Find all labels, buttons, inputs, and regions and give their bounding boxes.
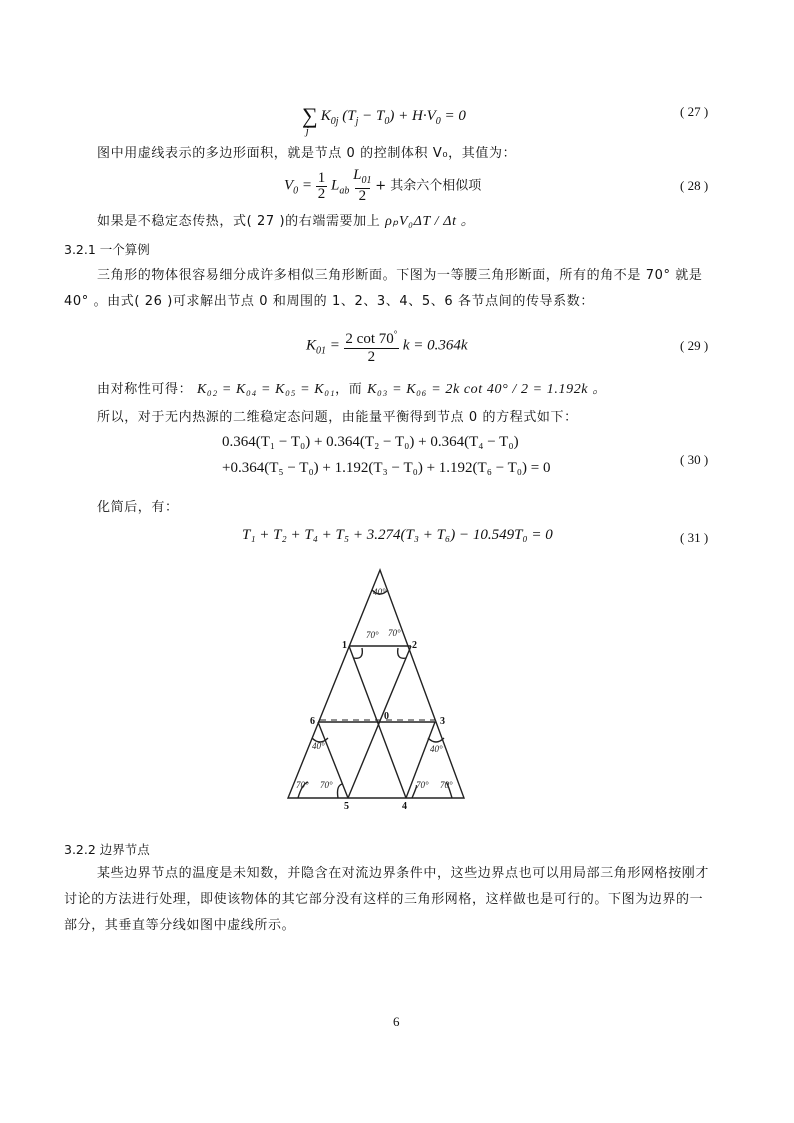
equation-number-31: ( 31 ) [680,530,709,545]
paragraph-boundary-line3: 部分，其垂直等分线如图中虚线所示。 [64,918,296,933]
node-label-6: 6 [310,716,315,727]
triangle-mesh-figure [280,562,480,812]
angle-label: 40° [312,741,325,751]
equation-31: T₁ + T₂ + T₄ + T₅ + 3.274(T₃ + T₆) − 10.549T₀ = 0 [242,527,553,543]
equation-29: $K_{01} = 2$ cot 70° 2 k = 0.364k [306,329,468,365]
equation-number-27: ( 27 ) [680,104,709,119]
equation-27: $\sum_jK_{0j}$ $(T_j - T_0) + H\cdot V_0 = 0$ [302,103,466,137]
heading-3-2-1: 3.2.1 一个算例 [64,242,150,257]
node-label-3: 3 [440,716,445,727]
equation-30-line1: 0.364(T₁ − T₀) + 0.364(T₂ − T₀) + 0.364(T₄ − T₀) [222,434,519,450]
node-label-2: 2 [412,640,417,651]
paragraph-example-line2: 40° 。由式( 26 )可求解出节点 0 和周围的 1、2、3、4、5、6 各节点间的传导系数： [64,294,594,309]
equation-number-29: ( 29 ) [680,338,709,353]
equation-28: $V_0 = 1$ 2 $L_{ab}$ $L_{01}$ 2 + 其余六个相似项 [284,167,482,204]
node-label-5: 5 [344,801,349,812]
paragraph-simplified: 化简后，有： [97,500,179,515]
angle-label: 40° [373,587,386,597]
equation-30-line2: +0.364(T₅ − T₀) + 1.192(T₃ − T₀) + 1.192(T₆ − T₀) = 0 [222,460,551,476]
paragraph-boundary-line2: 讨论的方法进行处理，即使该物体的其它部分没有这样的三角形网格，这样做也是可行的。下图为边界的一 [64,892,704,907]
page-number: 6 [393,1014,400,1029]
equation-number-28: ( 28 ) [680,178,709,193]
node-label-1: 1 [342,640,347,651]
paragraph-unsteady: 如果是不稳定态传热，式( 27 )的右端需要加上 ρₚV₀ΔT / Δt 。 [97,214,476,229]
paragraph-control-volume: 图中用虚线表示的多边形面积，就是节点 0 的控制体积 V₀，其值为： [97,146,517,161]
angle-label: 70° [440,780,453,790]
equation-number-30: ( 30 ) [680,452,709,467]
node-label-0: 0 [384,711,389,722]
angle-label: 70° [366,630,379,640]
paragraph-symmetry: 由对称性可得： K₀₂ = K₀₄ = K₀₅ = K₀₁，而 K₀₃ = K₀₆ = 2k cot 40° / 2 = 1.192k 。 [97,382,607,397]
heading-3-2-2: 3.2.2 边界节点 [64,842,150,857]
angle-label: 70° [388,628,401,638]
angle-label: 70° [416,780,429,790]
angle-label: 70° [296,780,309,790]
paragraph-energy-balance: 所以，对于无内热源的二维稳定态问题，由能量平衡得到节点 0 的方程式如下： [97,410,578,425]
paragraph-boundary-line1: 某些边界节点的温度是未知数，并隐含在对流边界条件中，这些边界点也可以用局部三角形网格按刚才 [97,866,710,881]
paragraph-example-line1: 三角形的物体很容易细分成许多相似三角形断面。下图为一等腰三角形断面，所有的角不是 70° 就是 [97,268,703,283]
angle-label: 40° [430,744,443,754]
node-label-4: 4 [402,801,407,812]
angle-label: 70° [320,780,333,790]
